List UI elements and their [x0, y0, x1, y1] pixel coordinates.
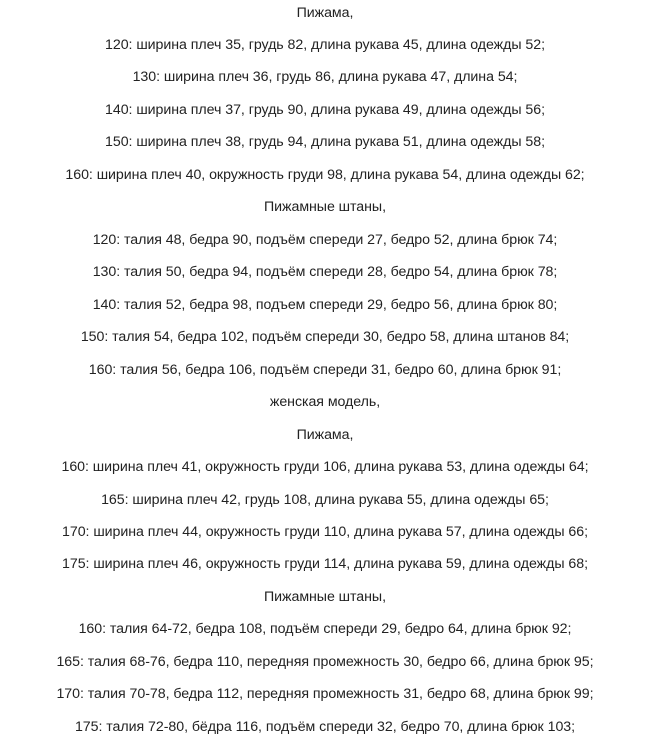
heading-pajama-pants: Пижамные штаны,: [264, 199, 386, 215]
womens-pajama-size-170: 170: ширина плеч 44, окружность груди 110, длина рукава 57, длина одежды 66;: [62, 524, 588, 540]
womens-pajama-size-175: 175: ширина плеч 46, окружность груди 114, длина рукава 59, длина одежды 68;: [62, 556, 588, 572]
heading-womens-model: женская модель,: [269, 394, 381, 410]
heading-womens-pajama-pants: Пижамные штаны,: [264, 589, 386, 605]
pajama-size-150: 150: ширина плеч 38, грудь 94, длина рукава 51, длина одежды 58;: [105, 134, 545, 150]
womens-pants-size-170: 170: талия 70-78, бедра 112, передняя промежность 31, бедро 68, длина брюк 99;: [56, 686, 594, 702]
pants-size-150: 150: талия 54, бедра 102, подъём спереди 30, бедро 58, длина штанов 84;: [80, 329, 570, 345]
womens-pajama-size-165: 165: ширина плеч 42, грудь 108, длина рукава 55, длина одежды 65;: [101, 492, 549, 508]
womens-pants-size-165: 165: талия 68-76, бедра 110, передняя промежность 30, бедро 66, длина брюк 95;: [56, 654, 594, 670]
pajama-size-120: 120: ширина плеч 35, грудь 82, длина рукава 45, длина одежды 52;: [105, 37, 545, 53]
pants-size-140: 140: талия 52, бедра 98, подъем спереди 29, бедро 56, длина брюк 80;: [92, 297, 558, 313]
womens-pants-size-175: 175: талия 72-80, бёдра 116, подъём спереди 32, бедро 70, длина брюк 103;: [74, 719, 576, 735]
pants-size-160: 160: талия 56, бедра 106, подъём спереди 31, бедро 60, длина брюк 91;: [88, 362, 562, 378]
womens-pants-size-160: 160: талия 64-72, бедра 108, подъём спереди 29, бедро 64, длина брюк 92;: [78, 621, 572, 637]
pajama-size-160: 160: ширина плеч 40, окружность груди 98, длина рукава 54, длина одежды 62;: [65, 167, 585, 183]
womens-pajama-size-160: 160: ширина плеч 41, окружность груди 106, длина рукава 53, длина одежды 64;: [61, 459, 589, 475]
heading-pajama: Пижама,: [296, 5, 354, 21]
pajama-size-140: 140: ширина плеч 37, грудь 90, длина рукава 49, длина одежды 56;: [105, 102, 545, 118]
heading-womens-pajama: Пижама,: [296, 427, 354, 443]
pants-size-120: 120: талия 48, бедра 90, подъём спереди 27, бедро 52, длина брюк 74;: [92, 232, 558, 248]
pajama-size-130: 130: ширина плеч 36, грудь 86, длина рукава 47, длина 54;: [132, 69, 518, 85]
pants-size-130: 130: талия 50, бедра 94, подъём спереди 28, бедро 54, длина брюк 78;: [92, 264, 558, 280]
